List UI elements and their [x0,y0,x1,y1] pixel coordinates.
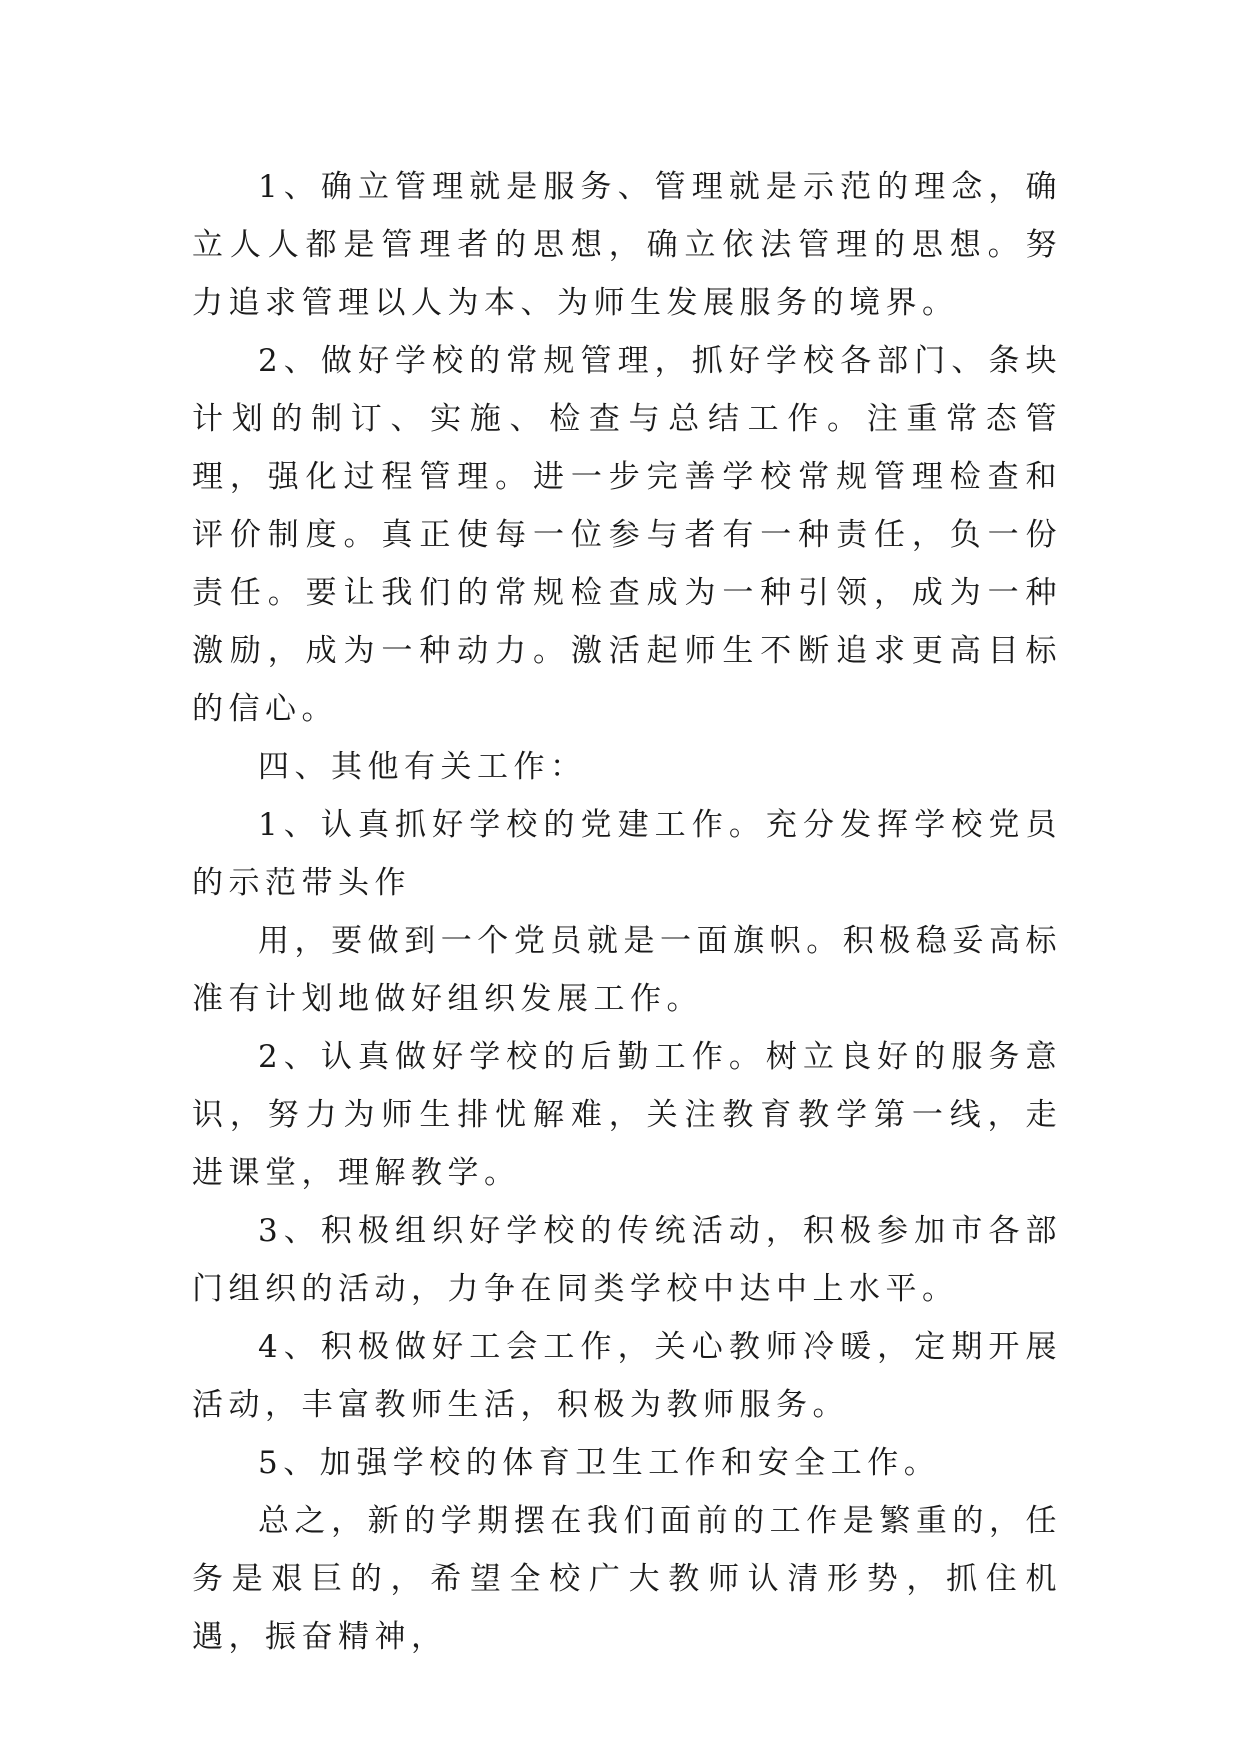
paragraph-4: 用，要做到一个党员就是一面旗帜。积极稳妥高标准有计划地做好组织发展工作。 [192,923,1062,1017]
paragraph-3: 1、认真抓好学校的党建工作。充分发挥学校党员的示范带头作 [192,807,1062,901]
document-body [192,158,1062,1666]
paragraph-9: 总之，新的学期摆在我们面前的工作是繁重的，任务是艰巨的，希望全校广大教师认清形势，抓住机遇，振奋精神， [192,1503,1062,1655]
paragraph-8: 5、加强学校的体育卫生工作和安全工作。 [258,1445,941,1481]
paragraph-2: 2、做好学校的常规管理，抓好学校各部门、条块计划的制订、实施、检查与总结工作。注重常态管理，强化过程管理。进一步完善学校常规管理检查和评价制度。真正使每一位参与者有一种责任，负一份责任。要让我们的常规检查成为一种引领，成为一种激励，成为一种动力。激活起师生不断追求更高目标的信心。 [192,343,1062,727]
paragraph-1: 1、确立管理就是服务、管理就是示范的理念，确立人人都是管理者的思想，确立依法管理的思想。努力追求管理以人为本、为师生发展服务的境界。 [192,169,1062,321]
paragraph-7: 4、积极做好工会工作，关心教师冷暖，定期开展活动，丰富教师生活，积极为教师服务。 [192,1329,1062,1423]
paragraph-6: 3、积极组织好学校的传统活动，积极参加市各部门组织的活动，力争在同类学校中达中上水平。 [192,1213,1062,1307]
section-heading-4: 四、其他有关工作： [258,749,587,785]
paragraph-5: 2、认真做好学校的后勤工作。树立良好的服务意识，努力为师生排忧解难，关注教育教学第一线，走进课堂，理解教学。 [192,1039,1062,1191]
